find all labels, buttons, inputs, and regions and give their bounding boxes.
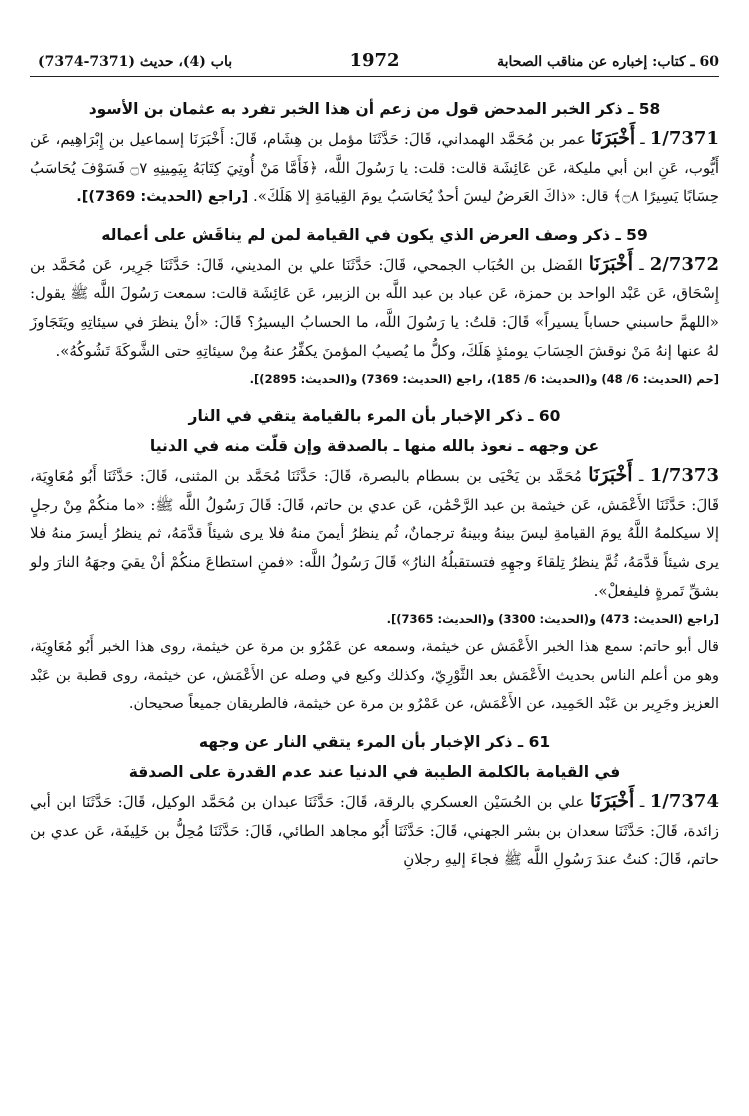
section-61-title-line2: في القيامة بالكلمة الطيبة في الدنيا عند عدم القدرة على الصدقة bbox=[128, 762, 621, 781]
header-chapter-ref: باب (4)، حديث (7371-7374) bbox=[38, 54, 233, 70]
hadith-number: 1/7373 bbox=[649, 465, 719, 487]
hadith-7371: 1/7371 ـ أَخْبَرَنَا عمر بن مُحَمَّد الهمداني، قَالَ: حَدَّثَنَا مؤمل بن هِشَام، قَالَ: أَخْبَرَنَا إسماعيل بن إِبْرَاهِيم، عَن أَيُّوب، عَنِ ابن أبي مليكة، عَن عَائِشَة قالت: قلت: يا رَسُولَ اللَّه، ﴿فَأَمَّا مَنْ أُوتِيَ كِتَابَهُ بِيَمِينِهِ ۝٧ فَسَوْفَ يُحَاسَبُ حِسَابًا يَسِيرًا ۝٨﴾ قال: «ذاكَ العَرضُ ليسَ أحدٌ يُحَاسَبُ يومَ القِيامَةِ إلا هَلَكَ». [راجع (الحديث: 7369)]. bbox=[30, 127, 719, 206]
ikhbarana-label: أَخْبَرَنَا bbox=[589, 789, 635, 812]
hadith-7374: 1/7374 ـ أَخْبَرَنَا علي بن الحُسَيْن العسكري بالرقة، قَالَ: حَدَّثَنَا عبدان بن مُحَمَّد الوكيل، قَالَ: حَدَّثَنَا ابن أبي زائدة، قَالَ: حَدَّثَنَا سعدان بن بشر الجهني، قَالَ: حَدَّثَنَا أَبُو مجاهد الطائي، قَالَ: حَدَّثَنَا مُحِلُّ بن خَلِيفَة، عَن عدي بن حاتم، قَالَ: كنتُ عندَ رَسُولِ اللَّه ﷺ فجاءَ إليهِ رجلانِ bbox=[30, 789, 719, 869]
commentary: قال أبو حاتم: سمع هذا الخبر الأَعْمَش عن خيثمة، وسمعه عن عَمْرُو بن مرة عن خيثمة، روى هذا الخبر أَبُو مُعَاوِيَة، وهو من أعلم الناس بحديث الأَعْمَش بعد الثَّوْرِيّ، وكذلك وكيع في وصله عن الأَعْمَش، عن خيثمة، روى قطبة بن عَبْد العزيز وجَرِير بن عَبْد الحَمِيد، عن الأَعْمَش، عن عَمْرُو بن مرة عن خيثمة، فالطريقان جميعاً صحيحان. bbox=[30, 639, 719, 713]
hadith-ref: [راجع (الحديث: 7369)]. bbox=[76, 189, 249, 206]
hadith-7373: 1/7373 ـ أَخْبَرَنَا مُحَمَّد بن يَحْيَى بن بسطام بالبصرة، قَالَ: حَدَّثَنَا مُحَمَّد بن المثنى، قَالَ: حَدَّثَنَا أَبُو مُعَاوِيَة، قَالَ: حَدَّثَنَا الأَعْمَش، عَن خيثمة بن عبد الرَّحْمَٰن، عَن عدي بن حاتم، قَالَ: قَالَ رَسُولُ اللَّه ﷺ: «ما منكُمْ مِنْ رجلٍ إلا سيكلمهُ اللَّهُ يومَ القيامةِ ليسَ بينهُ وبينهُ ترجمانٌ، ثُم ينظرُ أيمنَ منهُ فلا يرى شيئاً قدَّمَهُ، ثم ينظرُ أيسرَ منهُ فلا يرى شيئاً قدَّمَهُ، ثُمَّ ينظرُ تِلقاءَ وجهِهِ فتستقبلُهُ النارُ» قَالَ رَسُولُ اللَّه: «فمنِ استطاعَ منكُمْ أنْ يقيَ وجهَهُ النارَ ولو بشقِّ تَمرةٍ فليفعلْ». bbox=[30, 464, 719, 600]
page-number: 1972 bbox=[349, 50, 400, 71]
hadith-text: مُحَمَّد بن يَحْيَى بن بسطام بالبصرة، قَالَ: حَدَّثَنَا مُحَمَّد بن المثنى، قَالَ: حَدَّثَنَا أَبُو مُعَاوِيَة، قَالَ: حَدَّثَنَا الأَعْمَش، عَن خيثمة بن عبد الرَّحْمَٰن، عَن عدي بن حاتم، قَالَ: قَالَ رَسُولُ اللَّه ﷺ: «ما منكُمْ مِنْ رجلٍ إلا سيكلمهُ اللَّهُ يومَ القيامةِ ليسَ بينهُ وبينهُ ترجمانٌ، ثُم ينظرُ أيمنَ منهُ فلا يرى شيئاً قدَّمَهُ، ثم ينظرُ أيسرَ منهُ فلا يرى شيئاً قدَّمَهُ، ثُمَّ ينظرُ تِلقاءَ وجهِهِ فتستقبلُهُ النارُ» قَالَ رَسُولُ اللَّه: «فمنِ استطاعَ منكُمْ أنْ يقيَ وجهَهُ النارَ ولو بشقِّ تَمرةٍ فليفعلْ». bbox=[30, 467, 719, 600]
section-60-title-line2: عن وجهه ـ نعوذ بالله منها ـ بالصدقة وإن قلّت منه في الدنيا bbox=[149, 437, 600, 456]
hadith-text: الفَضل بن الحُبَاب الجمحي، قَالَ: حَدَّثَنَا علي بن المديني، قَالَ: حَدَّثَنَا جَرِير، عَن مُحَمَّد بن إِسْحَاق، عَن عَبْد الواحد بن حمزة، عَن عباد بن عبد اللَّه بن الزبير، عَن عَائِشَة قالت: سمعت رَسُولَ اللَّه ﷺ يقول: «اللهمَّ حاسبني حساباً يسيراً» قَالَ: قلتُ: يا رَسُولَ اللَّه، ما الحسابُ اليسيرُ؟ قَالَ: «أنْ ينظرَ في سيئاتِهِ ويَتَجَاوزَ لهُ عنها إنهُ مَنْ نوقشَ الحِسَابَ يومئذٍ هَلَكَ، وكلُّ ما يُصيبُ المؤمنَ يكفِّرُ عنهُ مِنْ سيئاتِهِ حتى الشَّوكَةَ تَشُوكُهُ». bbox=[30, 255, 719, 360]
hadith-text: عمر بن مُحَمَّد الهمداني، قَالَ: حَدَّثَنَا مؤمل بن هِشَام، قَالَ: أَخْبَرَنَا إسماعيل بن إِبْرَاهِيم، عَن أَيُّوب، عَنِ ابن أبي مليكة، عَن عَائِشَة قالت: قلت: يا رَسُولَ اللَّه، ﴿فَأَمَّا مَنْ أُوتِيَ كِتَابَهُ بِيَمِينِهِ ۝٧ فَسَوْفَ يُحَاسَبُ حِسَابًا يَسِيرًا ۝٨﴾ قال: «ذاكَ العَرضُ ليسَ أحدٌ يُحَاسَبُ يومَ القِيامَةِ إلا هَلَكَ». bbox=[30, 130, 719, 206]
ikhbarana-label: أَخْبَرَنَا bbox=[588, 464, 633, 487]
hadith-7372: 2/7372 ـ أَخْبَرَنَا الفَضل بن الحُبَاب الجمحي، قَالَ: حَدَّثَنَا علي بن المديني، قَالَ: حَدَّثَنَا جَرِير، عَن مُحَمَّد بن إِسْحَاق، عَن عَبْد الواحد بن حمزة، عَن عباد بن عبد اللَّه بن الزبير، عَن عَائِشَة قالت: سمعت رَسُولَ اللَّه ﷺ يقول: «اللهمَّ حاسبني حساباً يسيراً» قَالَ: قلتُ: يا رَسُولَ اللَّه، ما الحسابُ اليسيرُ؟ قَالَ: «أنْ ينظرَ في سيئاتِهِ ويَتَجَاوزَ لهُ عنها إنهُ مَنْ نوقشَ الحِسَابَ يومئذٍ هَلَكَ، وكلُّ ما يُصيبُ المؤمنَ يكفِّرُ عنهُ مِنْ سيئاتِهِ حتى الشَّوكَةَ تَشُوكُهُ». bbox=[30, 252, 719, 360]
ikhbarana-label: أَخْبَرَنَا bbox=[590, 127, 636, 149]
section-60-title: 60 ـ ذكر الإخبار بأن المرء بالقيامة يتقي في النار bbox=[188, 407, 561, 426]
page-header bbox=[30, 48, 719, 77]
hadith-ref: [حم (الحديث: 6/ 48) و(الحديث: 6/ 185)، راجع (الحديث: 7369) و(الحديث: 2895)]. bbox=[249, 372, 719, 387]
hadith-number: 2/7372 bbox=[649, 253, 719, 275]
ikhbarana-label: أَخْبَرَنَا bbox=[588, 252, 634, 275]
hadith-ref: [راجع (الحديث: 473) و(الحديث: 3300) و(الحديث: 7365)]. bbox=[386, 612, 719, 627]
hadith-number: 1/7374 bbox=[649, 790, 719, 812]
header-book-title: 60 ـ كتاب: إخباره عن مناقب الصحابة bbox=[497, 54, 719, 70]
section-61-title: 61 ـ ذكر الإخبار بأن المرء يتقي النار عن وجهه bbox=[198, 732, 551, 751]
hadith-number: 1/7371 bbox=[649, 128, 719, 149]
page-content bbox=[30, 94, 719, 874]
section-58-title: 58 ـ ذكر الخبر المدحض قول من زعم أن هذا الخبر تفرد به عثمان بن الأسود bbox=[88, 100, 661, 118]
hadith-text: علي بن الحُسَيْن العسكري بالرقة، قَالَ: حَدَّثَنَا عبدان بن مُحَمَّد الوكيل، قَالَ: حَدَّثَنَا ابن أبي زائدة، قَالَ: حَدَّثَنَا سعدان بن بشر الجهني، قَالَ: حَدَّثَنَا أَبُو مجاهد الطائي، قَالَ: حَدَّثَنَا مُحِلُّ بن خَلِيفَة، عَن عدي بن حاتم، قَالَ: كنتُ عندَ رَسُولِ اللَّه ﷺ فجاءَ إليهِ رجلانِ bbox=[30, 792, 719, 869]
section-59-title: 59 ـ ذكر وصف العرض الذي يكون في القيامة لمن لم يناقَش على أعماله bbox=[101, 225, 648, 244]
